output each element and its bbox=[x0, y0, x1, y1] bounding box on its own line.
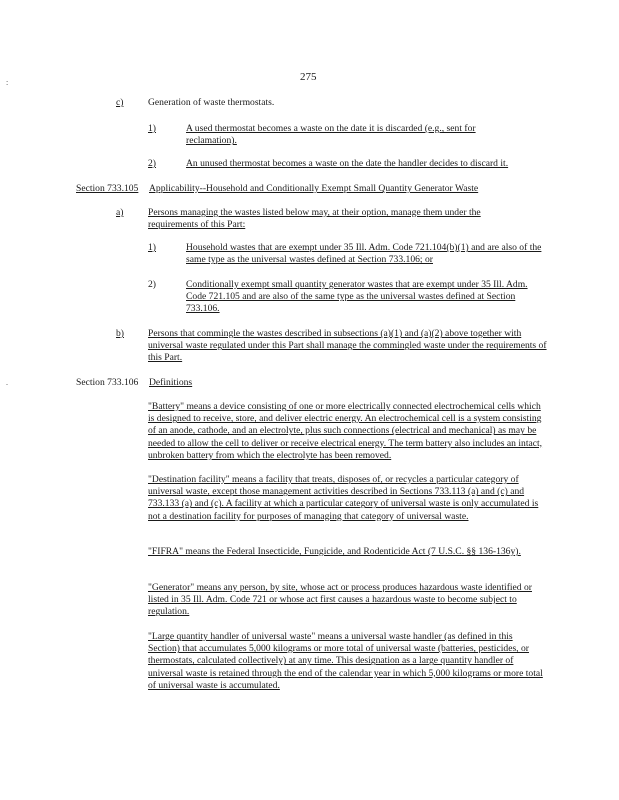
definition-battery: "Battery" means a device consisting of one or more electrically connected electrochemical cells which is designed to receive, store, and deliver electric energy. An electrochemical cell is a system consisting of an anode, cathode, and an electrolyte, plus such connections (electrical and mechanical) as may be needed to allow the cell to deliver or receive electrical energy. The term battery also includes an intact, unbroken battery from which the electrolyte has been removed. bbox=[148, 401, 543, 461]
margin-mark: . bbox=[6, 378, 8, 387]
page-number: 275 bbox=[300, 71, 317, 83]
a-item-1-text: Household wastes that are exempt under 35 Ill. Adm. Code 721.104(b)(1) and are also of the same type as the universal wastes defined at Section 733.106; or bbox=[186, 242, 542, 266]
a-text: Persons managing the wastes listed below may, at their option, manage them under the requirements of this Part: bbox=[148, 207, 481, 231]
section-105-label: Section 733.105 bbox=[76, 183, 139, 194]
definition-generator: "Generator" means any person, by site, whose act or process produces hazardous waste identified or listed in 35 Ill. Adm. Code 721 or whose act first causes a hazardous waste to become subject to regulation. bbox=[148, 582, 532, 618]
margin-mark: : bbox=[6, 78, 9, 87]
b-text: Persons that commingle the wastes described in subsections (a)(1) and (a)(2) above together with universal waste regulated under this Part shall manage the commingled waste under the requirements of this Part. bbox=[148, 328, 547, 364]
a-item-2-text: Conditionally exempt small quantity generator wastes that are exempt under 35 Ill. Adm. Code 721.105 and are also of the same type as the universal wastes defined at Section 733.106. bbox=[186, 279, 528, 315]
section-106-label: Section 733.106 bbox=[76, 377, 139, 388]
section-105-title: Applicability--Household and Conditionally Exempt Small Quantity Generator Waste bbox=[149, 183, 479, 194]
definition-destination-facility: "Destination facility" means a facility that treats, disposes of, or recycles a particular category of universal waste, except those management activities described in Sections 733.113 (a) and (c) and 733.133 (a) and (c). A facility at which a particular category of universal waste is only accumulated is not a destination facility for purposes of managing that category of universal waste. bbox=[148, 474, 539, 522]
c-item-1-text: A used thermostat becomes a waste on the date it is discarded (e.g., sent for reclamation). bbox=[186, 123, 476, 147]
a-item-2-num: 2) bbox=[148, 279, 156, 290]
definition-large-quantity-handler: "Large quantity handler of universal waste" means a universal waste handler (as defined in this Section) that accumulates 5,000 kilograms or more total of universal waste (batteries, pesticides, or thermostats, calculated collectively) at any time. This designation as a large quantity handler of universal waste is retained through the end of the calendar year in which 5,000 kilograms or more total of universal waste is accumulated. bbox=[148, 631, 543, 691]
a-label: a) bbox=[116, 207, 124, 218]
definition-fifra: "FIFRA" means the Federal Insecticide, Fungicide, and Rodenticide Act (7 U.S.C. §§ 136-136y). bbox=[148, 546, 521, 557]
c-item-2-num: 2) bbox=[148, 158, 156, 169]
a-item-1-num: 1) bbox=[148, 242, 156, 253]
b-label: b) bbox=[116, 328, 124, 339]
section-106-title: Definitions bbox=[149, 377, 193, 388]
c-item-2-text: An unused thermostat becomes a waste on the date the handler decides to discard it. bbox=[186, 158, 509, 169]
c-heading: Generation of waste thermostats. bbox=[148, 97, 275, 108]
c-item-1-num: 1) bbox=[148, 123, 156, 134]
c-label: c) bbox=[116, 97, 124, 108]
